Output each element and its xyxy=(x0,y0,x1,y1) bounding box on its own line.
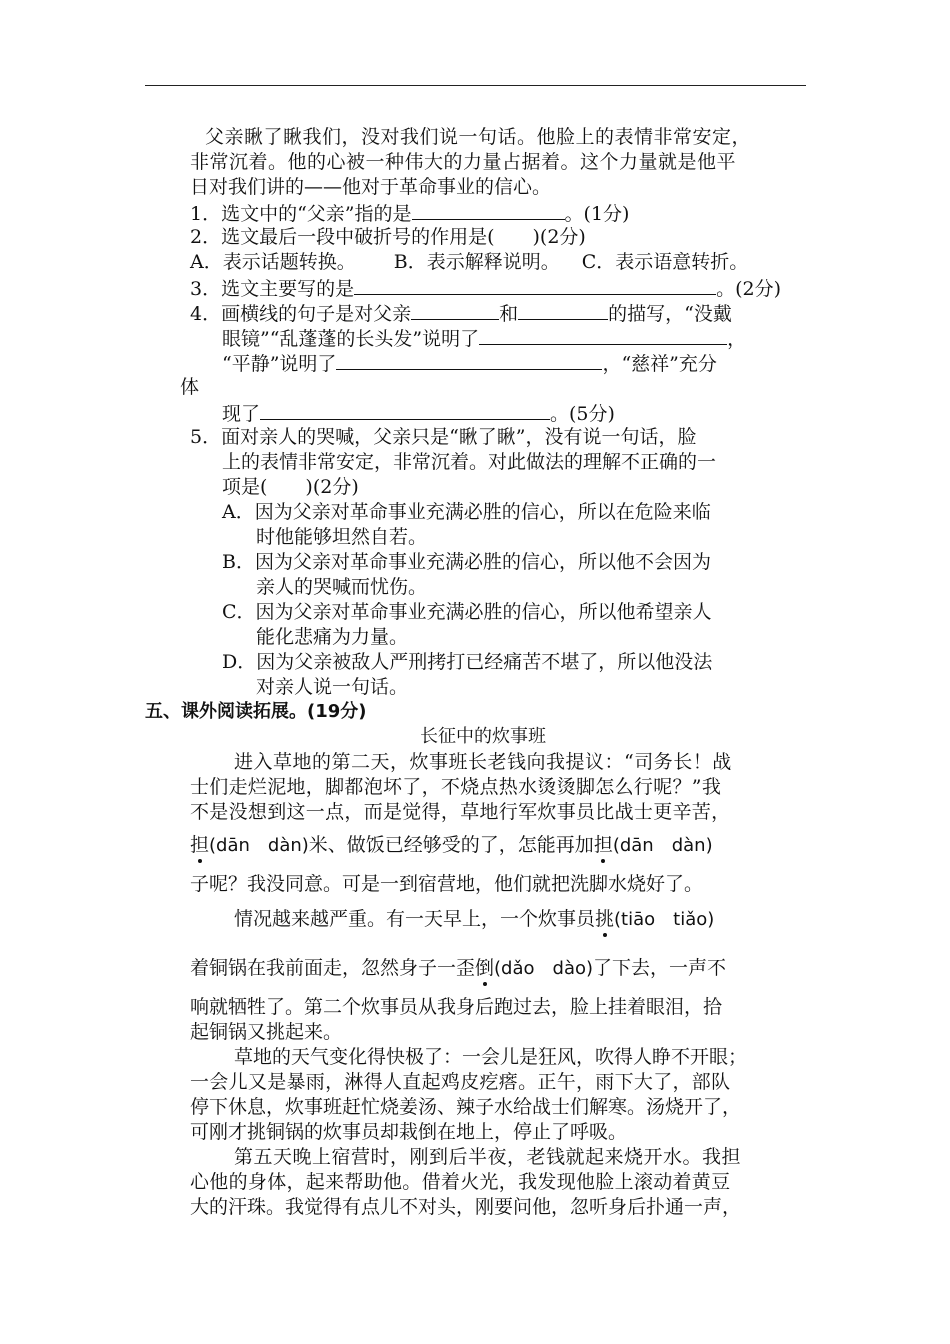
option-d-cont: 对亲人说一句话。 xyxy=(256,676,409,698)
question-4-line xyxy=(222,401,615,425)
option-b-cont: 亲人的哭喊而忧伤。 xyxy=(256,576,428,598)
article-line: 一会儿又是暴雨，淋得人直起鸡皮疙瘩。正午，雨下大了，部队 xyxy=(190,1071,731,1093)
option-a: A．因为父亲对革命事业充满必胜的信心，所以在危险来临 xyxy=(222,501,711,523)
question-4 xyxy=(190,301,732,325)
question-text: 4．画横线的句子是对父亲 xyxy=(190,303,412,325)
answer-blank[interactable] xyxy=(412,201,565,220)
question-5: 5．面对亲人的哭喊，父亲只是“瞅了瞅”，没有说一句话，脸 xyxy=(190,426,697,448)
answer-blank[interactable] xyxy=(411,301,499,320)
question-score: 。(5分) xyxy=(550,403,615,425)
article-line: 可刚才挑铜锅的炊事员却栽倒在地上，停止了呼吸。 xyxy=(190,1121,628,1143)
option-a: A．表示话题转换。 xyxy=(190,251,356,273)
article-line: 响就牺牲了。第二个炊事员从我身后跑过去，脸上挂着眼泪，拾 xyxy=(190,996,723,1018)
article-line: 起铜锅又挑起来。 xyxy=(190,1021,343,1043)
dotted-char: 担 xyxy=(593,834,613,856)
pinyin-choice: (dān dàn) xyxy=(612,835,713,856)
article-text: 着铜锅在我前面走，忽然身子一歪 xyxy=(190,957,476,979)
article-line: 子呢？我没同意。可是一到宿营地，他们就把洗脚水烧好了。 xyxy=(190,873,704,895)
question-1 xyxy=(190,201,629,225)
question-4-line xyxy=(222,351,717,375)
question-text: “平静”说明了 xyxy=(222,353,337,375)
question-text: 和 xyxy=(499,303,519,325)
passage-line: 父亲瞅了瞅我们，没对我们说一句话。他脸上的表情非常安定， xyxy=(205,126,752,148)
article-line: 进入草地的第二天，炊事班长老钱向我提议：“司务长！战 xyxy=(234,751,732,773)
passage-line: 日对我们讲的——他对于革命事业的信心。 xyxy=(190,176,552,198)
question-2-options xyxy=(190,251,748,273)
question-3 xyxy=(190,276,781,300)
question-5-line: 上的表情非常安定，非常沉着。对此做法的理解不正确的一 xyxy=(222,451,717,473)
pinyin-choice: (dǎo dào) xyxy=(494,958,594,979)
option-c: C．因为父亲对革命事业充满必胜的信心，所以他希望亲人 xyxy=(222,601,712,623)
article-text: 了下去，一声不 xyxy=(593,957,727,979)
article-text: 米、做饭已经够受的了，怎能再加 xyxy=(308,834,594,856)
article-line xyxy=(234,908,714,931)
question-4-line xyxy=(222,326,746,350)
answer-blank[interactable] xyxy=(518,301,608,320)
answer-blank[interactable] xyxy=(260,401,550,420)
dotted-char: 担 xyxy=(190,834,210,856)
option-a-cont: 时他能够坦然自若。 xyxy=(256,526,428,548)
question-2: 2．选文最后一段中破折号的作用是( )(2分) xyxy=(190,226,586,248)
answer-blank[interactable] xyxy=(354,276,716,295)
question-text: 眼镜”“乱蓬蓬的长头发”说明了 xyxy=(222,328,480,350)
dotted-char: 挑 xyxy=(595,908,615,930)
pinyin-choice: (tiāo tiǎo) xyxy=(614,909,715,930)
option-b: B．因为父亲对革命事业充满必胜的信心，所以他不会因为 xyxy=(222,551,711,573)
question-text: 现了 xyxy=(222,403,261,425)
question-score: 。(1分) xyxy=(564,203,630,225)
option-c: C．表示语意转折。 xyxy=(581,251,749,273)
question-text: 3．选文主要写的是 xyxy=(190,278,355,300)
pinyin-choice: (dān dàn) xyxy=(209,835,309,856)
question-5-line: 项是( )(2分) xyxy=(222,476,359,498)
article-line xyxy=(190,957,726,980)
article-title: 长征中的炊事班 xyxy=(420,726,546,747)
article-line: 第五天晚上宿营时，刚到后半夜，老钱就起来烧开水。我担 xyxy=(234,1146,742,1168)
question-score: 。(2分) xyxy=(716,278,782,300)
answer-blank[interactable] xyxy=(336,351,602,370)
question-text: 1．选文中的“父亲”指的是 xyxy=(190,203,412,225)
passage-line: 非常沉着。他的心被一种伟大的力量占据着。这个力量就是他平 xyxy=(190,151,737,173)
dotted-char: 倒 xyxy=(475,957,495,979)
article-line: 不是没想到这一点，而是觉得，草地行军炊事员比战士更辛苦， xyxy=(190,801,731,823)
question-4-line: 体 xyxy=(180,376,200,398)
article-line: 草地的天气变化得快极了：一会儿是狂风，吹得人睁不开眼； xyxy=(234,1046,748,1068)
option-d: D．因为父亲被敌人严刑拷打已经痛苦不堪了，所以他没法 xyxy=(222,651,713,673)
section-heading: 五、课外阅读拓展。(19分) xyxy=(145,701,367,722)
article-line xyxy=(190,834,713,857)
article-line: 大的汗珠。我觉得有点儿不对头，刚要问他，忽听身后扑通一声， xyxy=(190,1196,742,1218)
article-line: 停下休息，炊事班赶忙烧姜汤、辣子水给战士们解寒。汤烧开了， xyxy=(190,1096,742,1118)
option-c-cont: 能化悲痛为力量。 xyxy=(256,626,409,648)
question-text: ，“慈祥”充分 xyxy=(602,353,717,375)
article-text: 情况越来越严重。有一天早上，一个炊事员 xyxy=(234,908,596,930)
question-text: ， xyxy=(727,328,747,350)
header-rule xyxy=(145,85,806,86)
article-line: 心他的身体，起来帮助他。借着火光，我发现他脸上滚动着黄豆 xyxy=(190,1171,731,1193)
answer-blank[interactable] xyxy=(479,326,727,345)
article-line: 士们走烂泥地，脚都泡坏了，不烧点热水烫烫脚怎么行呢？”我 xyxy=(190,776,722,798)
option-b: B．表示解释说明。 xyxy=(393,251,560,273)
question-text: 的描写，“没戴 xyxy=(608,303,732,325)
